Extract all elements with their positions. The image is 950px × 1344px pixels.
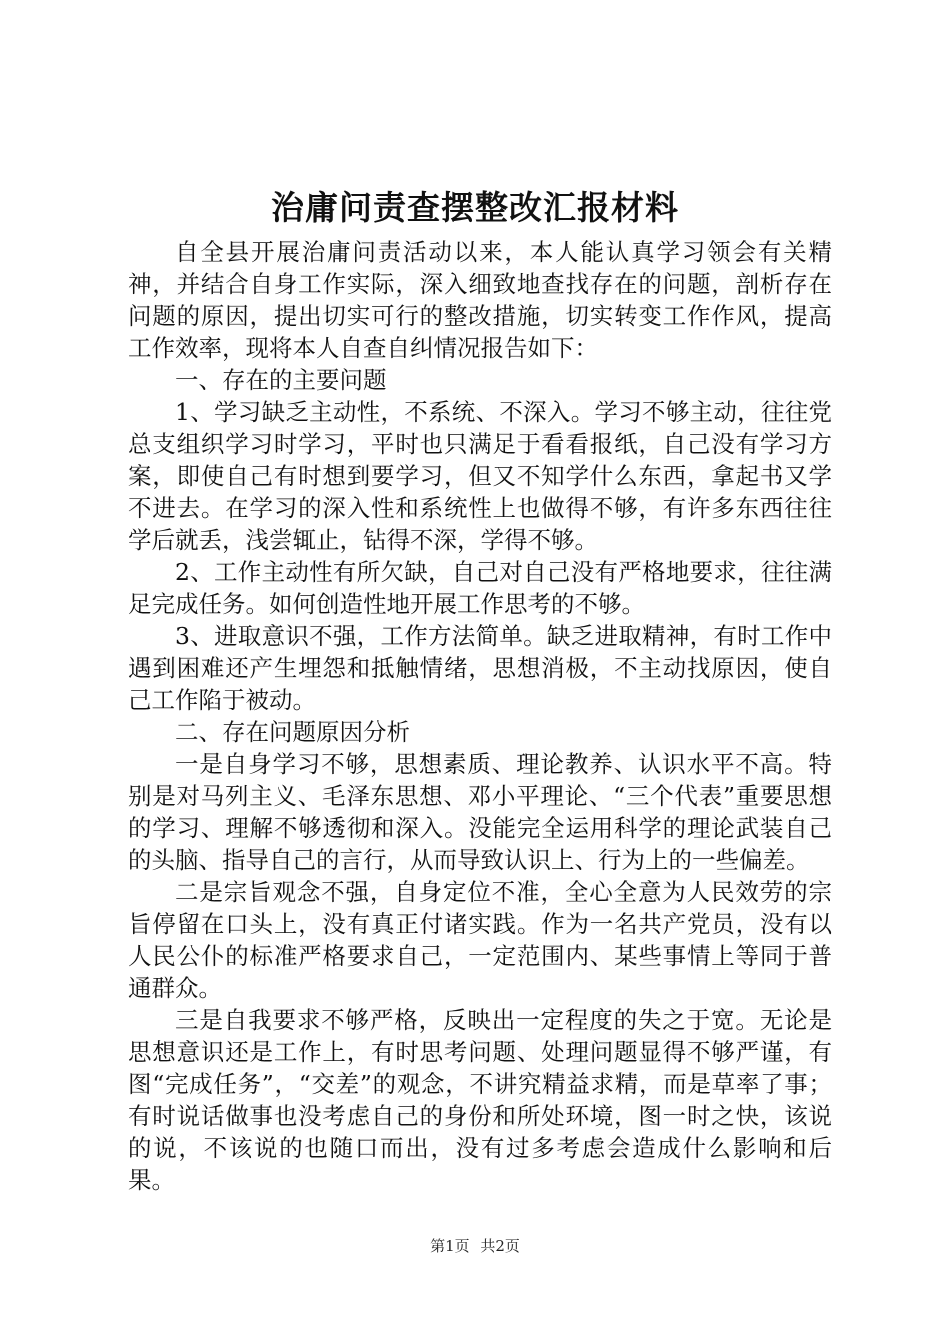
section-heading-problems: 一、存在的主要问题	[175, 366, 387, 394]
paragraph-cause-2: 二是宗旨观念不强，自身定位不准，全心全意为人民效劳的宗旨停留在口头上，没有真正付诸实践。作为一名共产党员，没有以人民公仆的标准严格要求自己，一定范围内、某些事情上等同于普通群众。	[128, 878, 832, 1002]
paragraph-intro: 自全县开展治庸问责活动以来，本人能认真学习领会有关精神，并结合自身工作实际，深入细致地查找存在的问题，剖析存在问题的原因，提出切实可行的整改措施，切实转变工作作风，提高工作效率，现将本人自查自纠情况报告如下：	[128, 238, 832, 362]
page-total: 共2页	[480, 1237, 520, 1255]
paragraph-cause-3: 三是自我要求不够严格，反映出一定程度的失之于宽。无论是思想意识还是工作上，有时思考问题、处理问题显得不够严谨，有图“完成任务”，“交差”的观念，不讲究精益求精，而是草率了事；有时说话做事也没考虑自己的身份和所处环境，图一时之快，该说的说，不该说的也随口而出，没有过多考虑会造成什么影响和后果。	[128, 1006, 832, 1194]
document-title: 治庸问责查摆整改汇报材料	[271, 188, 679, 227]
paragraph-problem-2: 2、工作主动性有所欠缺，自己对自己没有严格地要求，往往满足完成任务。如何创造性地开展工作思考的不够。	[128, 558, 832, 618]
section-heading-causes: 二、存在问题原因分析	[175, 718, 410, 746]
page-number: 第1页	[430, 1237, 470, 1255]
paragraph-problem-3: 3、进取意识不强，工作方法简单。缺乏进取精神，有时工作中遇到困难还产生埋怨和抵触情绪，思想消极，不主动找原因，使自己工作陷于被动。	[128, 622, 832, 714]
page-footer	[0, 1236, 950, 1256]
document-body	[128, 236, 832, 1196]
paragraph-problem-1: 1、学习缺乏主动性，不系统、不深入。学习不够主动，往往党总支组织学习时学习，平时也只满足于看看报纸，自己没有学习方案，即使自己有时想到要学习，但又不知学什么东西，拿起书又学不进去。在学习的深入性和系统性上也做得不够，有许多东西往往学后就丢，浅尝辄止，钻得不深，学得不够。	[128, 398, 832, 554]
paragraph-cause-1: 一是自身学习不够，思想素质、理论教养、认识水平不高。特别是对马列主义、毛泽东思想、邓小平理论、“三个代表”重要思想的学习、理解不够透彻和深入。没能完全运用科学的理论武装自己的头脑、指导自己的言行，从而导致认识上、行为上的一些偏差。	[128, 750, 832, 874]
